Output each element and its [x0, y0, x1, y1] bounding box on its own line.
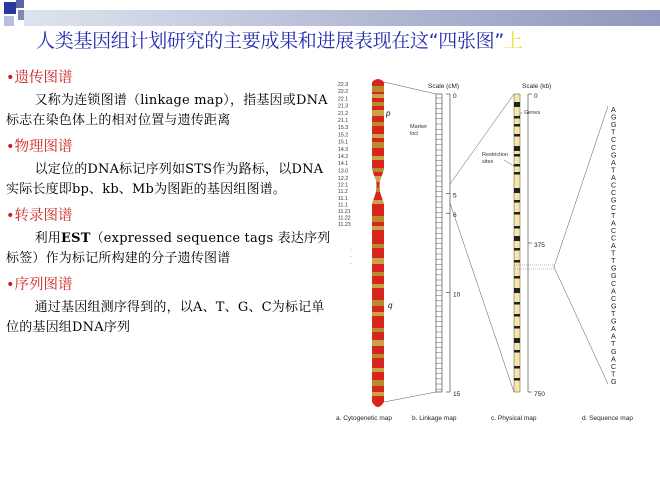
restriction-mark: [514, 288, 520, 293]
sequence-base: G: [611, 150, 617, 160]
restriction-mark: [514, 302, 520, 305]
sequence-base: C: [611, 188, 617, 198]
restriction-mark: [514, 146, 520, 151]
restriction-mark: [514, 314, 520, 317]
bullet-body-genetic-map: 又称为连锁图谱（linkage map），指基因或DNA标志在染色体上的相对位置与遗传距离: [6, 93, 328, 128]
sequence-base: C: [611, 278, 617, 288]
title-bar: [24, 10, 660, 26]
connector-lines-1: [384, 82, 436, 402]
restriction-mark: [514, 366, 520, 369]
sequence-base: G: [611, 120, 617, 130]
chromosome-band: [366, 86, 392, 92]
chromosome-band: [366, 216, 392, 222]
restriction-mark: [514, 350, 520, 353]
cm-tick-label: 10: [453, 291, 461, 299]
arm-p-label: p: [386, 109, 391, 118]
band-label: 15.2: [338, 132, 349, 139]
sequence-base: C: [611, 225, 617, 235]
bullet-heading-sequence-map: •序列图谱: [6, 277, 73, 293]
band-label: 11.21: [338, 209, 351, 215]
chromosome-band: [366, 142, 392, 148]
chromosome-band: [366, 312, 392, 316]
sequence-base: C: [611, 361, 617, 371]
chromosome-band: [366, 176, 392, 182]
band-label: 11.2: [338, 189, 348, 196]
chromosome-band: [366, 94, 392, 98]
chromosome-band: [366, 368, 392, 372]
band-label: 14.3: [338, 146, 349, 153]
bullet-heading-genetic-map: •遗传图谱: [6, 70, 73, 86]
title-main: 人类基因组计划研究的主要成果和进展表现在这“四张图”: [36, 30, 504, 52]
genes-label: Genes: [524, 110, 541, 116]
band-label: 13.0: [338, 168, 349, 175]
restriction-mark: [514, 200, 520, 203]
continuation-dots: ·: [350, 247, 352, 253]
svg-text:·: ·: [350, 254, 352, 260]
band-label: 14.2: [338, 154, 349, 160]
bullet-heading-transcript-map: •转录图谱: [6, 208, 73, 224]
sequence-base: A: [611, 324, 616, 334]
restriction-mark: [514, 134, 520, 137]
restriction-mark: [514, 226, 520, 229]
chromosome-band: [366, 272, 392, 276]
chromosome-band: [366, 258, 392, 264]
sequence-base: A: [611, 354, 616, 364]
sequence-base: A: [611, 173, 616, 182]
genome-maps-figure: [336, 76, 654, 426]
sequence-base: G: [611, 271, 617, 281]
scale-kb-label: Scale (kb): [522, 83, 552, 90]
connector-lines-3: [554, 106, 608, 384]
band-label: 11.23: [338, 222, 351, 229]
sequence-base: C: [611, 142, 617, 152]
band-label: 15.3: [338, 125, 349, 132]
caption-cytogenetic-map: a. Cytogenetic map: [336, 415, 393, 422]
chromosome-band: [366, 122, 392, 126]
sequence-base: C: [611, 293, 617, 303]
chromosome-band: [366, 102, 392, 106]
sequence-base: A: [611, 105, 616, 114]
band-label: 12.2: [338, 176, 349, 182]
restriction-mark: [514, 326, 520, 329]
restriction-mark: [514, 378, 520, 381]
restriction-mark: [514, 260, 520, 263]
restriction-mark: [514, 188, 520, 193]
sequence-base: T: [611, 339, 616, 349]
restriction-mark: [514, 172, 520, 175]
restriction-mark: [514, 102, 520, 107]
bullet-body-sequence-map: 通过基因组测序得到的，以A、T、G、C为标记单位的基因组DNA序列: [6, 300, 325, 335]
svg-text:·: ·: [350, 261, 352, 267]
sequence-base: G: [611, 301, 617, 311]
sequence-base: A: [611, 286, 616, 296]
restriction-mark: [514, 236, 520, 241]
sequence-base: T: [611, 248, 616, 258]
sequence-base: G: [611, 263, 617, 273]
sequence-base: C: [611, 135, 617, 145]
band-label: 21.1: [338, 118, 349, 124]
decor-square-1: [4, 2, 16, 14]
linkage-ladder: [436, 94, 442, 392]
sequence-base: G: [611, 195, 617, 205]
sequence-base: G: [611, 346, 617, 356]
sequence-base: G: [611, 112, 617, 122]
band-label: 15.1: [338, 139, 349, 146]
chromosome-band: [366, 244, 392, 248]
sequence-base: G: [611, 377, 617, 386]
sequence-base: T: [611, 165, 616, 175]
bullet-body-physical-map: 以定位的DNA标记序列如STS作为路标，以DNA实际长度即bp、kb、Mb为图距的基因组图谱。: [6, 162, 324, 197]
decor-square-4: [16, 0, 24, 8]
sequence-base: T: [611, 369, 616, 379]
band-label: 14.1: [338, 161, 349, 168]
sequence-base: T: [611, 309, 616, 318]
sequence-letters: [611, 105, 617, 386]
arm-q-label: q: [388, 301, 393, 310]
sequence-base: C: [611, 233, 617, 243]
slide-title: [36, 26, 523, 53]
kb-tick-label: 0: [534, 93, 538, 100]
sequence-base: C: [611, 203, 617, 213]
chromosome-band: [366, 340, 392, 346]
chromosome-band: [366, 226, 392, 230]
chromosome-band: [366, 134, 392, 138]
chromosome-band: [366, 354, 392, 358]
sequence-base: T: [611, 127, 616, 137]
cm-tick-label: 0: [453, 93, 457, 100]
sequence-base: T: [611, 210, 616, 220]
band-label: 11.1: [338, 195, 348, 202]
cm-tick-label: 15: [453, 391, 461, 398]
band-label: 21.3: [338, 103, 349, 110]
cm-tick-label: 5: [453, 192, 457, 200]
cm-tick-label: 6: [453, 212, 457, 220]
restriction-mark: [514, 248, 520, 251]
chromosome-band: [366, 168, 392, 172]
scale-cm-label: Scale (cM): [428, 83, 460, 90]
sequence-base: A: [611, 331, 616, 341]
restriction-mark: [514, 212, 520, 215]
restriction-mark: [514, 124, 520, 127]
sequence-base: A: [611, 218, 616, 228]
chromosome-band: [366, 380, 392, 386]
restriction-mark: [514, 164, 520, 167]
chromosome-band: [366, 392, 392, 396]
kb-tick-label: 750: [534, 391, 545, 398]
chromosome-band: [366, 156, 392, 160]
title-tail: 上: [503, 30, 523, 52]
sequence-base: A: [611, 157, 616, 167]
band-label: 11.22: [338, 215, 351, 222]
bullet-list: [6, 68, 331, 344]
bullet-heading-physical-map: •物理图谱: [6, 139, 73, 155]
kb-tick-label: 375: [534, 242, 545, 249]
chromosome-band: [366, 284, 392, 288]
caption-physical-map: c. Physical map: [491, 415, 537, 422]
band-label: 22.1: [338, 96, 349, 103]
band-label: 22.3: [338, 82, 349, 88]
sequence-base: T: [611, 256, 616, 266]
band-label: 11.1: [338, 202, 348, 209]
band-label: 22.2: [338, 89, 349, 96]
physical-map-bar: [514, 94, 520, 392]
est-term: EST: [61, 231, 91, 246]
sequence-base: C: [611, 180, 617, 190]
caption-sequence-map: d. Sequence map: [582, 415, 633, 422]
restriction-mark: [514, 116, 520, 119]
chromosome-band: [366, 188, 392, 192]
bullet-body-transcript-map: 利用EST（expressed sequence tags 表达序列标签）作为标记所构建的分子遗传图谱: [6, 231, 331, 266]
restriction-sites-label: Restriction sites: [482, 152, 508, 165]
band-label: 12.1: [338, 182, 349, 189]
chromosome-band: [366, 200, 392, 204]
restriction-mark: [514, 338, 520, 343]
sequence-base: G: [611, 316, 617, 326]
band-label: 21.2: [338, 110, 349, 117]
chromosome: [366, 76, 392, 416]
connector-lines-2: [450, 94, 514, 392]
chromosome-band: [366, 328, 392, 332]
decor-square-3: [4, 16, 14, 26]
marker-loci-label: Marker loci: [410, 124, 428, 137]
caption-linkage-map: b. Linkage map: [412, 415, 457, 422]
band-labels: [338, 82, 351, 228]
restriction-mark: [514, 154, 520, 157]
sequence-base: A: [611, 241, 616, 250]
restriction-mark: [514, 276, 520, 279]
